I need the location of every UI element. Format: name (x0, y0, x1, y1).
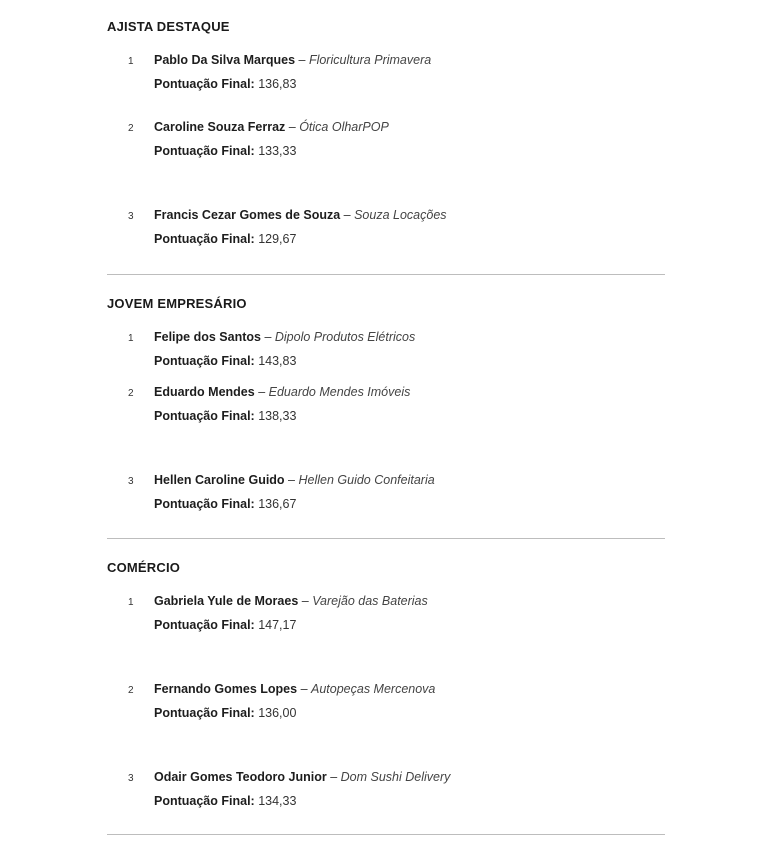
winner-name: Eduardo Mendes (154, 385, 255, 399)
winner-name: Hellen Caroline Guido (154, 473, 285, 487)
rank-number: 1 (128, 333, 134, 344)
winner-name: Felipe dos Santos (154, 330, 261, 344)
score-value: 129,67 (258, 232, 297, 246)
rank-number: 2 (128, 388, 134, 399)
score-label: Pontuação Final: (154, 77, 255, 91)
rank-number: 2 (128, 123, 134, 134)
ranking-entry (128, 593, 688, 633)
ranking-entry (128, 472, 688, 512)
score-label: Pontuação Final: (154, 706, 255, 720)
company-name: Souza Locações (354, 208, 447, 222)
separator: – (260, 330, 275, 344)
company-name: Dom Sushi Delivery (340, 770, 451, 784)
section-title-comercio: COMÉRCIO (107, 560, 181, 575)
separator: – (298, 594, 313, 608)
ranking-entry (128, 52, 688, 92)
ranking-entry (128, 384, 688, 424)
winner-name: Francis Cezar Gomes de Souza (154, 208, 341, 222)
ranking-entry (128, 329, 688, 369)
section-divider (107, 538, 665, 539)
separator: – (297, 682, 311, 696)
score-value: 138,33 (258, 409, 297, 423)
ranking-entry (128, 769, 688, 809)
separator: – (254, 385, 269, 399)
winner-name: Fernando Gomes Lopes (154, 682, 298, 696)
score-value: 147,17 (258, 618, 297, 632)
score-value: 143,83 (258, 354, 297, 368)
rank-number: 1 (128, 597, 134, 608)
ranking-entry (128, 207, 688, 247)
score-value: 136,67 (258, 497, 297, 511)
section-title-ajista-destaque: AJISTA DESTAQUE (107, 19, 230, 34)
separator: – (285, 120, 300, 134)
score-label: Pontuação Final: (154, 618, 255, 632)
rank-number: 3 (128, 773, 134, 784)
company-name: Ótica OlharPOP (299, 120, 389, 134)
ranking-entry (128, 119, 688, 159)
score-label: Pontuação Final: (154, 497, 255, 511)
score-label: Pontuação Final: (154, 144, 255, 158)
company-name: Eduardo Mendes Imóveis (268, 385, 411, 399)
score-value: 133,33 (258, 144, 297, 158)
score-value: 134,33 (258, 794, 297, 808)
company-name: Varejão das Baterias (312, 594, 428, 608)
rank-number: 2 (128, 685, 134, 696)
company-name: Hellen Guido Confeitaria (298, 473, 435, 487)
rank-number: 3 (128, 476, 134, 487)
section-divider (107, 834, 665, 835)
score-label: Pontuação Final: (154, 409, 255, 423)
winner-name: Caroline Souza Ferraz (154, 120, 286, 134)
winner-name: Pablo Da Silva Marques (154, 53, 296, 67)
score-label: Pontuação Final: (154, 794, 255, 808)
separator: – (295, 53, 309, 67)
score-value: 136,00 (258, 706, 297, 720)
company-name: Autopeças Mercenova (311, 682, 436, 696)
separator: – (326, 770, 341, 784)
score-label: Pontuação Final: (154, 232, 255, 246)
company-name: Floricultura Primavera (308, 53, 432, 67)
company-name: Dipolo Produtos Elétricos (274, 330, 416, 344)
rank-number: 1 (128, 56, 134, 67)
score-value: 136,83 (258, 77, 297, 91)
rank-number: 3 (128, 211, 134, 222)
section-title-jovem-empresario: JOVEM EMPRESÁRIO (107, 296, 247, 311)
winner-name: Gabriela Yule de Moraes (154, 594, 299, 608)
separator: – (340, 208, 355, 222)
ranking-entry (128, 681, 688, 721)
separator: – (284, 473, 299, 487)
score-label: Pontuação Final: (154, 354, 255, 368)
winner-name: Odair Gomes Teodoro Junior (154, 770, 327, 784)
section-divider (107, 274, 665, 275)
